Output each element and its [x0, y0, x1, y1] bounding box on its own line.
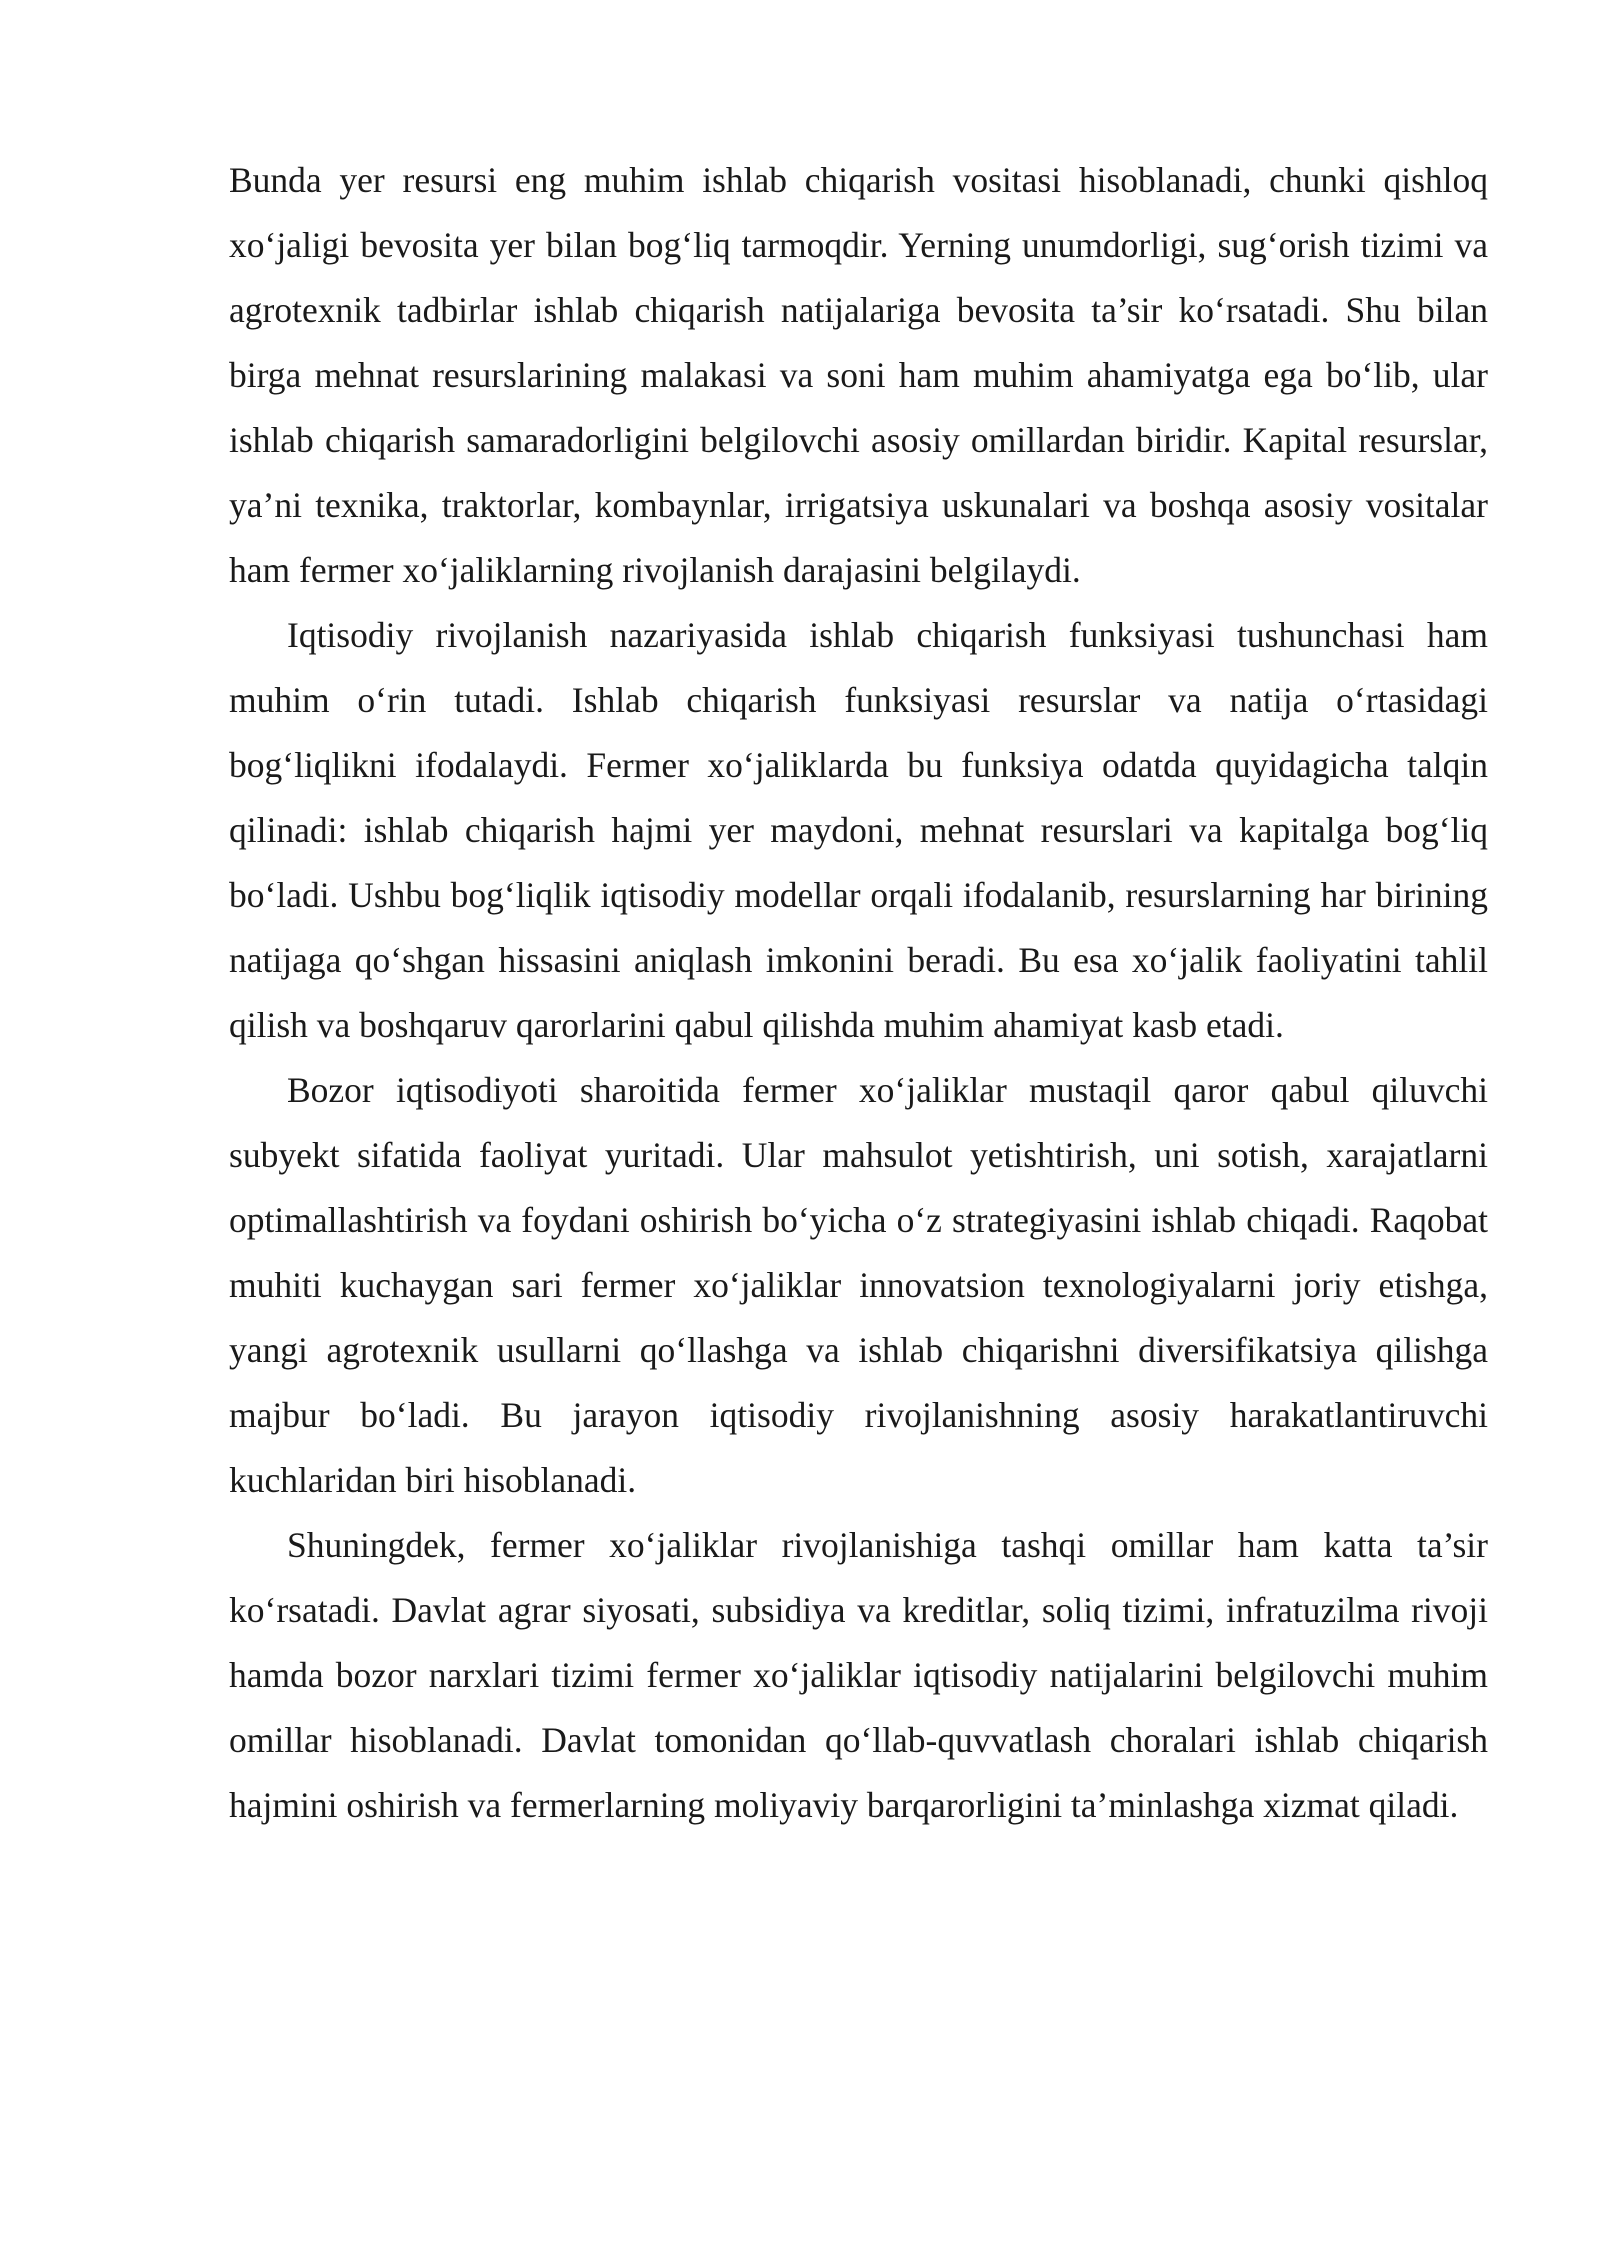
paragraph-1: Bunda yer resursi eng muhim ishlab chiqarish vositasi hisoblanadi, chunki qishloq xo‘jaligi bevosita yer bilan bog‘liq tarmoqdir. Yerning unumdorligi, sug‘orish tizimi va agrotexnik tadbirlar ishlab chiqarish natijalariga bevosita ta’sir ko‘rsatadi. Shu bilan birga mehnat resurslarining malakasi va soni ham muhim ahamiyatga ega bo‘lib, ular ishlab chiqarish samaradorligini belgilovchi asosiy omillardan biridir. Kapital resurslar, ya’ni texnika, traktorlar, kombaynlar, irrigatsiya uskunalari va boshqa asosiy vositalar ham fermer xo‘jaliklarning rivojlanish darajasini belgilaydi.: [229, 160, 1488, 590]
paragraph-4: Shuningdek, fermer xo‘jaliklar rivojlanishiga tashqi omillar ham katta ta’sir ko‘rsatadi. Davlat agrar siyosati, subsidiya va kreditlar, soliq tizimi, infratuzilma rivoji hamda bozor narxlari tizimi fermer xo‘jaliklar iqtisodiy natijalarini belgilovchi muhim omillar hisoblanadi. Davlat tomonidan qo‘llab-quvvatlash choralari ishlab chiqarish hajmini oshirish va fermerlarning moliyaviy barqarorligini ta’minlashga xizmat qiladi.: [229, 1525, 1488, 1825]
paragraph-2: Iqtisodiy rivojlanish nazariyasida ishlab chiqarish funksiyasi tushunchasi ham muhim o‘rin tutadi. Ishlab chiqarish funksiyasi resurslar va natija o‘rtasidagi bog‘liqlikni ifodalaydi. Fermer xo‘jaliklarda bu funksiya odatda quyidagicha talqin qilinadi: ishlab chiqarish hajmi yer maydoni, mehnat resurslari va kapitalga bog‘liq bo‘ladi. Ushbu bog‘liqlik iqtisodiy modellar orqali ifodalanib, resurslarning har birining natijaga qo‘shgan hissasini aniqlash imkonini beradi. Bu esa xo‘jalik faoliyatini tahlil qilish va boshqaruv qarorlarini qabul qilishda muhim ahamiyat kasb etadi.: [229, 615, 1488, 1045]
body-text: [229, 148, 1488, 1838]
paragraph-3: Bozor iqtisodiyoti sharoitida fermer xo‘jaliklar mustaqil qaror qabul qiluvchi subyekt sifatida faoliyat yuritadi. Ular mahsulot yetishtirish, uni sotish, xarajatlarni optimallashtirish va foydani oshirish bo‘yicha o‘z strategiyasini ishlab chiqadi. Raqobat muhiti kuchaygan sari fermer xo‘jaliklar innovatsion texnologiyalarni joriy etishga, yangi agrotexnik usullarni qo‘llashga va ishlab chiqarishni diversifikatsiya qilishga majbur bo‘ladi. Bu jarayon iqtisodiy rivojlanishning asosiy harakatlantiruvchi kuchlaridan biri hisoblanadi.: [229, 1070, 1488, 1500]
